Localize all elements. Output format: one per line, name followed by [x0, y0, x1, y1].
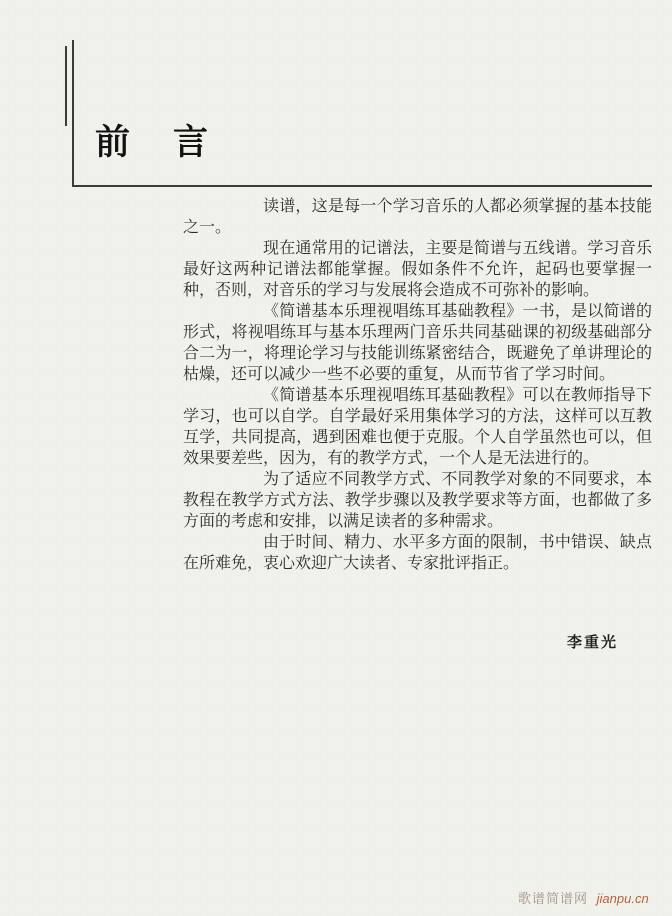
preface-body: [183, 196, 652, 574]
paragraph-6: 由于时间、精力、水平多方面的限制，书中错误、缺点在所难免，衷心欢迎广大读者、专家批评指正。: [183, 534, 652, 572]
paragraph-2: 现在通常用的记谱法，主要是简谱与五线谱。学习音乐最好这两种记谱法都能掌握。假如条件不允许，起码也要掌握一种，否则，对音乐的学习与发展将会造成不可弥补的影响。: [183, 240, 652, 299]
watermark-site-url: jianpu.cn: [596, 891, 649, 906]
paragraph-4: 《简谱基本乐理视唱练耳基础教程》可以在教师指导下学习，也可以自学。自学最好采用集体学习的方法，这样可以互教互学，共同提高，遇到困难也便于克服。个人自学虽然也可以，但效果要差些，因为，有的教学方式，一个人是无法进行的。: [183, 387, 652, 467]
left-margin-rule-outer: [65, 46, 67, 126]
paragraph-5: 为了适应不同教学方式、不同教学对象的不同要求，本教程在教学方式方法、教学步骤以及教学要求等方面，也都做了多方面的考虑和安排，以满足读者的多种需求。: [183, 471, 652, 530]
page-title: 前 言: [95, 123, 213, 162]
watermark-site-name: 歌谱简谱网: [518, 891, 589, 906]
left-margin-rule-inner: [72, 40, 74, 187]
title-underline-rule: [72, 185, 652, 187]
site-watermark: [518, 891, 649, 906]
paragraph-1: 读谱，这是每一个学习音乐的人都必须掌握的基本技能之一。: [183, 198, 652, 236]
paragraph-3: 《简谱基本乐理视唱练耳基础教程》一书，是以简谱的形式，将视唱练耳与基本乐理两门音乐共同基础课的初级基础部分合二为一，将理论学习与技能训练紧密结合，既避免了单讲理论的枯燥，还可以减少一些不必要的重复，从而节省了学习时间。: [183, 303, 652, 383]
author-signature: 李重光: [566, 634, 618, 651]
